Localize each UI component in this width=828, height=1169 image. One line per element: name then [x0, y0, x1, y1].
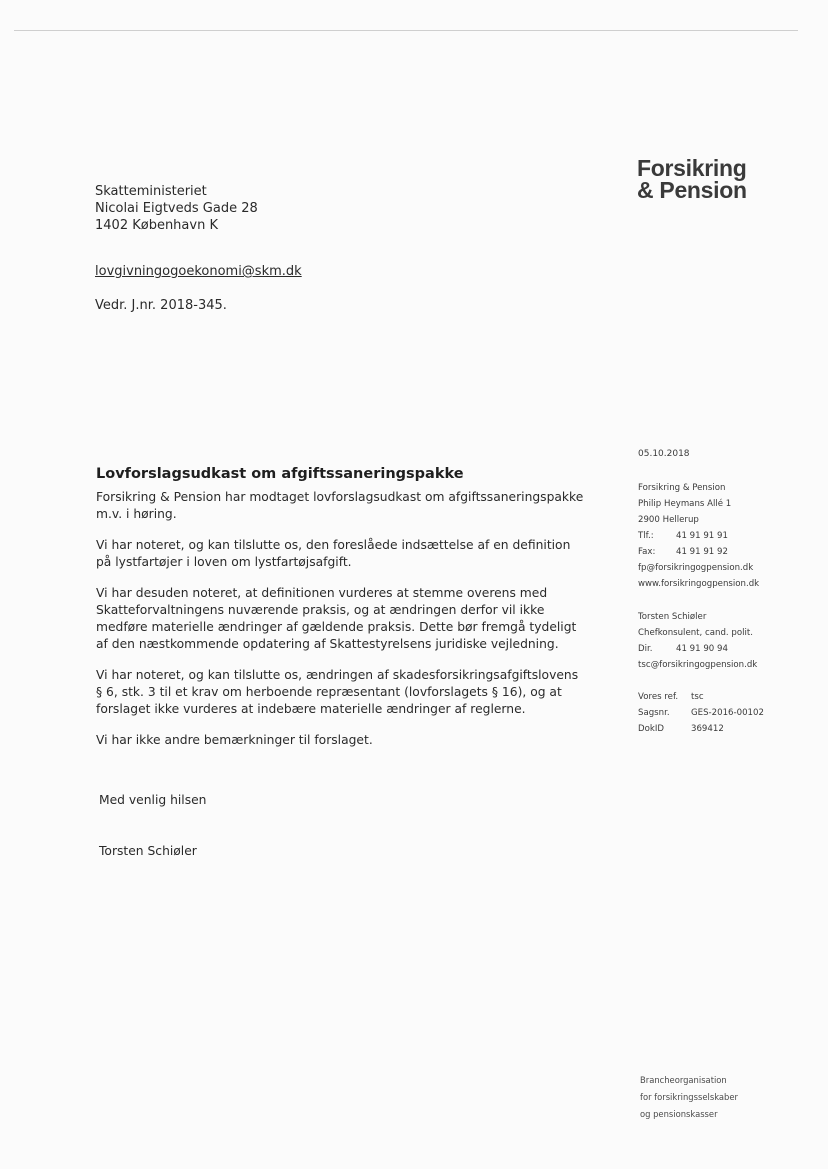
closing-salutation: Med venlig hilsen: [99, 793, 207, 807]
logo-line-1: Forsikring: [637, 155, 747, 181]
paragraph-3: Vi har desuden noteret, at definitionen vurderes at stemme overens med Skatteforvaltningens nuværende praksis, og at ændringen derfor vil ikke medføre materielle ændringer af gældende praksis. Dette bør fremgå tydeligt af den næstkommende opdatering af Skattestyrelsens juridiske vejledning.: [96, 586, 577, 651]
our-ref-label: Vores ref.: [638, 692, 679, 702]
fax-value: 41 91 91 92: [676, 547, 728, 557]
organisation-footer: [640, 1072, 738, 1123]
doc-id-value: 369412: [691, 724, 724, 734]
our-ref-value: tsc: [691, 692, 704, 702]
paragraph-2: Vi har noteret, og kan tilslutte os, den foreslåede indsættelse af en definition på lystfartøjer i loven om lystfartøjsafgift.: [96, 538, 571, 569]
letter-body: [96, 466, 588, 763]
doc-id-label: DokID: [638, 724, 665, 734]
reference-block: [638, 689, 764, 737]
footer-line-3: og pensionskasser: [640, 1109, 718, 1119]
letter-date: 05.10.2018: [638, 449, 690, 459]
direct-phone-value: 41 91 90 94: [676, 644, 728, 654]
our-ref-row: [638, 689, 764, 705]
phone-label: Tlf.:: [638, 531, 654, 541]
recipient-city: 1402 København K: [95, 218, 218, 233]
paragraph-1: Forsikring & Pension har modtaget lovforslagsudkast om afgiftssaneringspakke m.v. i høring.: [96, 490, 584, 521]
sender-company: Forsikring & Pension: [638, 483, 726, 493]
footer-line-2: for forsikringsselskaber: [640, 1092, 738, 1102]
direct-phone-label: Dir.: [638, 644, 653, 654]
case-number-label: Sagsnr.: [638, 708, 670, 718]
fax-label: Fax:: [638, 547, 656, 557]
sender-address: Philip Heymans Allé 1: [638, 499, 732, 509]
sender-email[interactable]: fp@forsikringogpension.dk: [638, 563, 754, 573]
reference-line: Vedr. J.nr. 2018-345.: [95, 298, 227, 313]
sender-company-block: [638, 480, 759, 592]
company-logo: [637, 157, 747, 201]
case-number-value: GES-2016-00102: [691, 708, 764, 718]
logo-line-2: & Pension: [637, 177, 747, 203]
footer-line-1: Brancheorganisation: [640, 1075, 727, 1085]
sender-city: 2900 Hellerup: [638, 515, 699, 525]
case-number-row: [638, 705, 764, 721]
recipient-name: Skatteministeriet: [95, 184, 207, 199]
recipient-email-link[interactable]: lovgivningogoekonomi@skm.dk: [95, 264, 302, 279]
recipient-address: [95, 183, 258, 234]
signer-name: Torsten Schiøler: [99, 844, 197, 858]
letter-title: Lovforslagsudkast om afgiftssaneringspakke: [96, 466, 464, 482]
contact-email[interactable]: tsc@forsikringogpension.dk: [638, 660, 758, 670]
recipient-street: Nicolai Eigtveds Gade 28: [95, 201, 258, 216]
phone-value: 41 91 91 91: [676, 531, 728, 541]
paragraph-5: Vi har ikke andre bemærkninger til forslaget.: [96, 733, 373, 747]
direct-phone-row: [638, 641, 757, 657]
paragraph-4: Vi har noteret, og kan tilslutte os, ændringen af skadesforsikringsafgiftslovens § 6, stk. 3 til et krav om herboende repræsentant (lovforslagets § 16), og at forslaget ikke vurderes at indebære materielle ændringer af reglerne.: [96, 668, 579, 716]
contact-name: Torsten Schiøler: [638, 612, 707, 622]
doc-id-row: [638, 721, 764, 737]
phone-row: [638, 528, 759, 544]
fax-row: [638, 544, 759, 560]
contact-title: Chefkonsulent, cand. polit.: [638, 628, 753, 638]
sender-website[interactable]: www.forsikringogpension.dk: [638, 579, 760, 589]
top-rule: [14, 30, 798, 31]
contact-person-block: [638, 609, 757, 673]
